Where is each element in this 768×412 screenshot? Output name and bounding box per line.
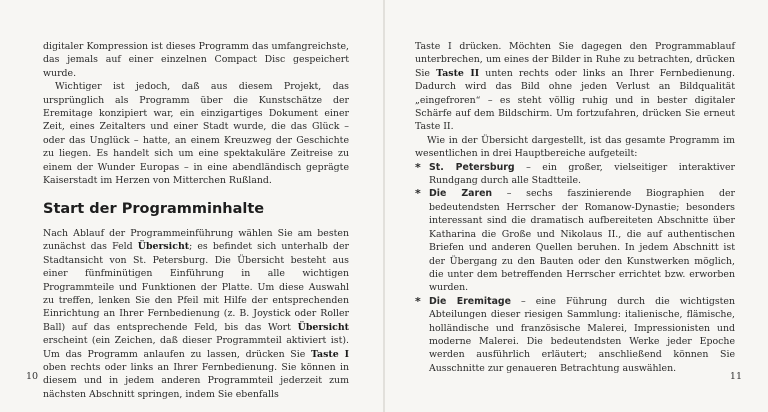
list-item-term: Die Zaren [429, 188, 493, 200]
pause-instructions-paragraph: Taste I drücken. Möchten Sie dagegen den Programmablauf unterbrechen, um eines der Bilder in Ruhe zu betrachten, drücken Sie Taste II unten rechts oder links an Ihrer Fernbedienung. Dadurch wird das Bild ohne jeden Verlust an Bildqualität „eingefroren“ – es steht völlig ruhig und in bester digitaler Schärfe auf dem Bildschirm. Um fortzufahren, drücken Sie erneut Taste II. [415, 41, 736, 133]
overview-paragraph: Wie in der Übersicht dargestellt, ist das gesamte Programm im wesentlichen in drei Hauptbereiche aufgeteilt: [415, 134, 735, 160]
keyword-taste-1: Taste I [310, 348, 350, 360]
list-item [415, 161, 735, 188]
list-item-text: – sechs faszinierende Biographien der bedeutendsten Herrscher der Romanow-Dynastie; besonders interessant sind die dramatisch aufbereiteten Abschnitte über Katharina die Große und Nikolaus II., die auf authentischen Briefen und anderen Quellen beruhen. In jedem Abschnitt ist der Übergang zu den Bauten oder den Kunstwerken möglich, die unter dem betreffenden Herrscher errichtet bzw. erworben wurden. [429, 188, 735, 294]
list-item-term: St. Petersburg [429, 161, 515, 173]
right-text-column [415, 40, 735, 375]
keyword-uebersicht-2: Übersicht [297, 321, 349, 333]
intro-paragraph: digitaler Kompression ist dieses Programm das umfangreichste, das jemals auf einer einzelnen Compact Disc gespeichert wurde. [43, 41, 349, 79]
section-heading: Start der Programminhalte [43, 201, 265, 218]
keyword-taste-2: Taste II [436, 67, 480, 79]
left-page [0, 0, 383, 412]
bullet-star-icon: * [415, 187, 421, 201]
list-item [415, 295, 735, 375]
project-paragraph: Wichtiger ist jedoch, daß aus diesem Projekt, das ursprünglich als Programm über die Kunstschätze der Eremitage konzipiert war, ein einzigartiges Dokument einer Zeit, eines Zeitalters und einer Stadt wurde, die das Glück – oder das Unglück – hatte, an einem Kreuzweg der Geschichte zu liegen. Es handelt sich um eine spektakuläre Zeitreise zu einem der Wunder Europas – in eine abendländisch geprägte Kaiserstadt im Herzen von Mitterchen Rußland. [43, 81, 349, 187]
left-text-column [43, 40, 349, 401]
start-instructions-paragraph: Nach Ablauf der Programmeinführung wählen Sie am besten zunächst das Feld Übersicht; es befindet sich unterhalb der Stadtansicht von St. Petersburg. Die Übersicht besteht aus einer fünfminütigen Einführung in alle wichtigen Programmteile und Funktionen der Platte. Um diese Auswahl zu treffen, lenken Sie den Pfeil mit Hilfe der entsprechenden Einrichtung an Ihrer Fernbedienung (z. B. Joystick oder Roller Ball) auf das entsprechende Feld, bis das Wort Übersicht erscheint (ein Zeichen, daß dieser Programmteil aktiviert ist). Um das Programm anlaufen zu lassen, drücken Sie Taste I oben rechts oder links an Ihrer Fernbedienung. Sie können in diesem und in jedem anderen Programmteil jederzeit zum nächsten Abschnitt springen, indem Sie ebenfalls [43, 227, 350, 400]
list-item [415, 187, 735, 294]
right-page [385, 0, 768, 412]
main-sections-list [415, 161, 735, 376]
list-item-text: – eine Führung durch die wichtigsten Abteilungen dieser riesigen Sammlung: italienische, flämische, holländische und französische Malerei, Impressionisten und moderne Malerei. Die bedeutendsten Werke jeder Epoche werden ausführlich erläutert; anschließend können Sie Ausschnitte zur genaueren Betrachtung auswählen. [429, 295, 735, 374]
bullet-star-icon: * [415, 294, 421, 308]
keyword-uebersicht: Übersicht [137, 241, 190, 253]
bullet-star-icon: * [415, 160, 421, 174]
list-item-text: – ein großer, vielseitiger interaktiver Rundgang durch alle Stadtteile. [429, 161, 735, 187]
page-number-left: 10 [26, 371, 39, 382]
list-item-term: Die Eremitage [429, 295, 511, 307]
page-number-right: 11 [729, 371, 742, 382]
